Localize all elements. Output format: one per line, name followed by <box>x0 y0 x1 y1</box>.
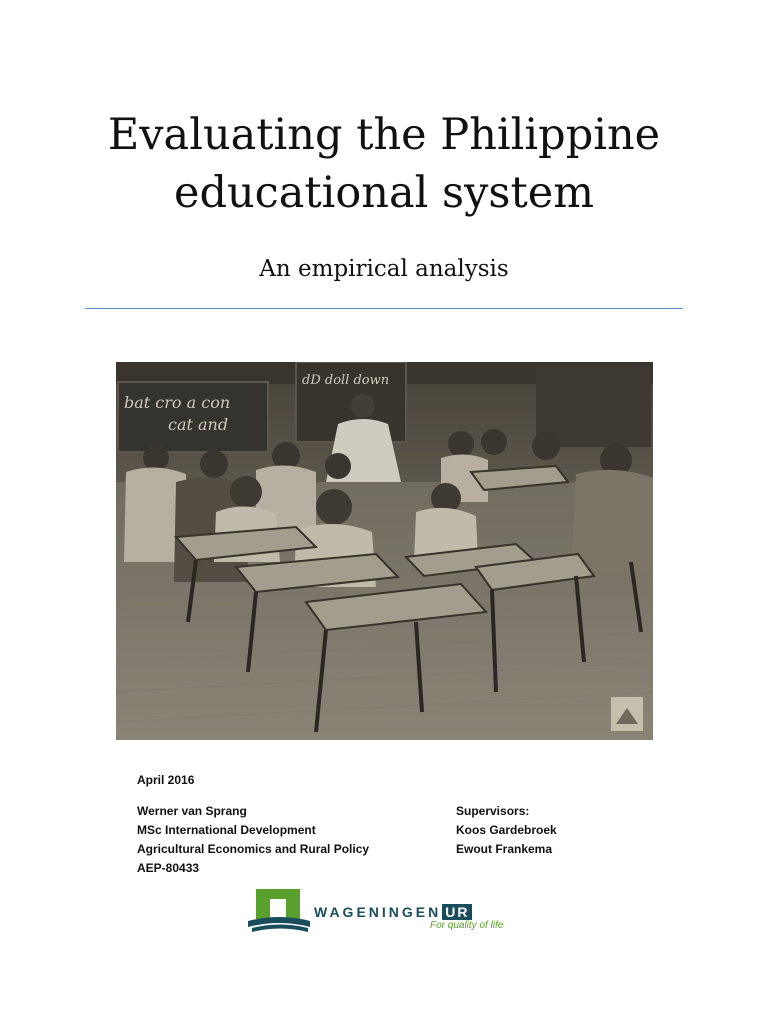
author-program: MSc International Development <box>137 823 316 837</box>
logo-word: WAGENINGEN <box>314 904 442 920</box>
title-line-2: educational system <box>174 168 594 218</box>
document-subtitle: An empirical analysis <box>259 256 509 282</box>
supervisors-block <box>456 802 557 859</box>
supervisor-name: Ewout Frankema <box>456 842 553 856</box>
author-name: Werner van Sprang <box>137 804 247 818</box>
wageningen-emblem-icon <box>248 887 312 933</box>
author-code: AEP-80433 <box>137 861 200 875</box>
title-divider <box>85 308 683 309</box>
blackboard-text-1: bat cro a con <box>124 393 231 412</box>
supervisor-name: Koos Gardebroek <box>456 823 557 837</box>
author-chair: Agricultural Economics and Rural Policy <box>137 842 370 856</box>
logo-ur-badge: UR <box>442 904 472 920</box>
publication-date: April 2016 <box>137 773 195 787</box>
wageningen-ur-logo <box>248 887 523 937</box>
author-block <box>137 802 369 878</box>
supervisors-heading: Supervisors: <box>456 804 530 818</box>
logo-wordmark <box>314 904 472 920</box>
logo-tagline: For quality of life <box>430 920 504 931</box>
blackboard-text-2: cat and <box>168 415 229 434</box>
title-line-1: Evaluating the Philippine <box>107 110 661 160</box>
blackboard-text-3: dD doll down <box>302 373 390 388</box>
cover-photo-classroom <box>116 362 653 740</box>
document-title <box>0 106 768 222</box>
